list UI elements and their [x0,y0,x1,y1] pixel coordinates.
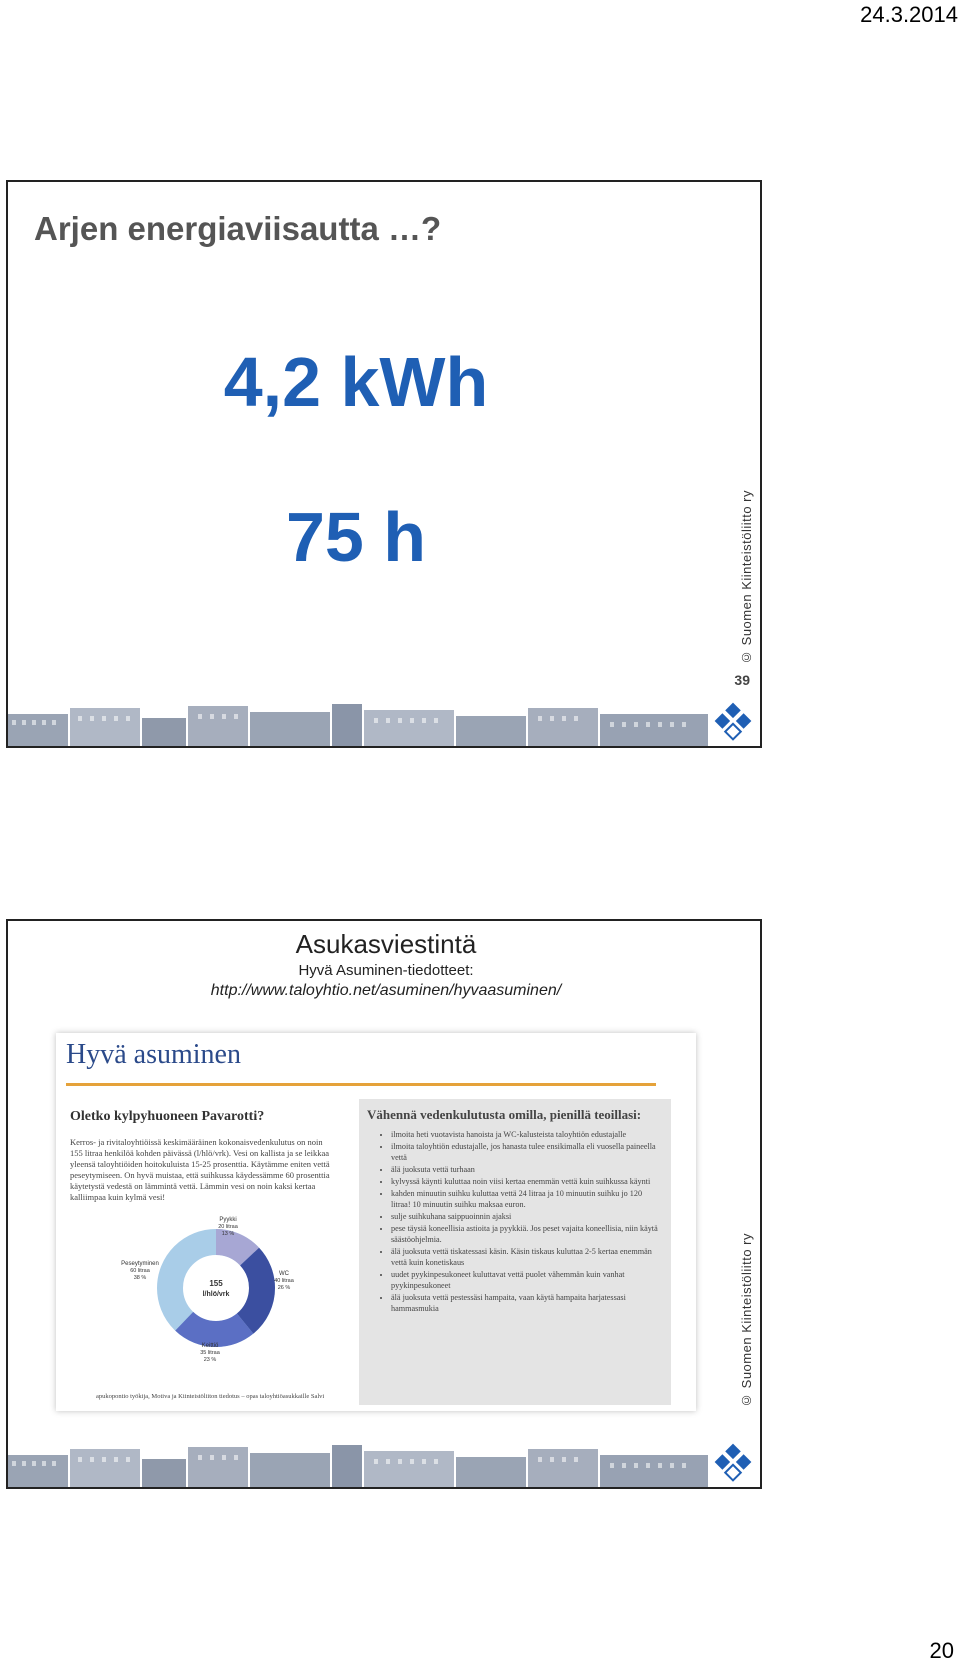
list-item: • ilmoita heti vuotavista hanoista ja WC-kalusteista taloyhtiön edustajalle [391,1129,661,1140]
hours-value: 75 h [285,498,427,576]
tips-title: Vähennä vedenkulutusta omilla, pienillä teoillasi: [367,1107,642,1122]
kiinteistoliitto-logo [712,1441,754,1483]
label-keittio: Keittiö [201,1343,219,1349]
tips-list [359,1129,661,1315]
bulletin-screenshot [56,1033,696,1411]
heading-rule [66,1083,656,1086]
list-item: • älä juoksuta vettä turhaan [391,1164,661,1175]
list-item: • uudet pyykinpesukoneet kuluttavat vettä puolet vähemmän kuin vanhat pyykinpesukoneet [391,1269,661,1291]
energy-value: 4,2 kWh [223,343,489,421]
bulletin-left-text: Kerros- ja rivitaloyhtiöissä keskimääräinen kokonaisvedenkulutus on noin 155 litraa henkilöä kohden päivässä (l/hlö/vrk). Vesi on kallista ja se leikkaa yleensä taloyhtiöiden hoitokuluista 15-25 prosenttia. Käytämme eniten vettä peseytymiseen. On hyvä muistaa, että suihkussa käydessämme 60 prosenttia käytetystä vedestä on lämmintä vettä. Lämmin vesi on noin kaksi kertaa kalliimpaa kuin kylmä vesi! [70,1137,330,1202]
label-keittio-pct: 23 % [203,1357,217,1363]
slide-subtitle: Hyvä Asuminen-tiedotteet: [298,962,474,979]
kiinteistoliitto-logo [712,700,754,742]
list-item: • älä juoksuta vettä pestessäsi hampaita, vaan käytä hampaita harjatessasi hammasmukia [391,1292,661,1314]
label-wc-value: 40 litraa [274,1278,294,1284]
list-item: • kylvyssä käynti kuluttaa noin viisi kertaa enemmän vettä kuin suihkussa käynti [391,1176,661,1187]
label-pyykki-value: 20 litraa [218,1224,238,1230]
bulletin-left-title: Oletko kylpyhuoneen Pavarotti? [70,1109,265,1124]
slide-39 [6,180,762,748]
label-keittio-value: 35 litraa [200,1350,220,1356]
bulletin-heading: Hyvä asuminen [66,1039,241,1070]
list-item: • sulje suihkuhana saippuoinnin ajaksi [391,1211,661,1222]
city-skyline-graphic [8,1441,708,1487]
list-item: • ilmoita taloyhtiön edustajalle, jos hanasta tulee ensikimalla eli vuosella paineella vettä [391,1141,661,1163]
label-pyykki: Pyykki [219,1217,237,1223]
slide-asukasviestinta [6,919,762,1489]
copyright-text: © Suomen Kiinteistöliitto ry [739,490,754,665]
label-wc-pct: 26 % [277,1285,291,1291]
document-date: 24.3.2014 [860,2,958,27]
label-peseytyminen-value: 60 litraa [130,1268,150,1274]
label-wc: WC [279,1271,289,1277]
city-skyline-graphic [8,700,708,746]
water-usage-donut [116,1213,316,1363]
slide-title: Arjen energiaviisautta …? [34,210,442,247]
copyright-text: © Suomen Kiinteistöliitto ry [739,1233,754,1408]
list-item: • pese täysiä koneellisia astioita ja pyykkiä. Jos peset vajaita koneellisia, niin käytä säästöohjelmia. [391,1223,661,1245]
slide-title-block [8,929,762,1000]
list-item: • kahden minuutin suihku kuluttaa vettä 24 litraa ja 10 minuutin suihku jo 120 litraa! 10 minuutin suihku maksaa euron. [391,1188,661,1210]
list-item: • älä juoksuta vettä tiskatessasi käsin. Käsin tiskaus kuluttaa 2-5 kertaa enemmän vettä kuin konetiskaus [391,1246,661,1268]
donut-center-unit: l/hlö/vrk [202,1291,230,1298]
slide-title: Asukasviestintä [295,929,477,959]
slide-number: 39 [734,672,750,688]
label-peseytyminen: Peseytyminen [121,1261,159,1267]
page-number: 20 [929,1638,954,1663]
bulletin-footnote: apukopontio työkija, Motiva ja Kiinteistöliiton tiedotus – opas taloyhtiöasukkaille Salvi [96,1393,325,1400]
tips-panel [359,1099,671,1405]
slide-url[interactable]: http://www.taloyhtio.net/asuminen/hyvaasuminen/ [210,982,562,999]
label-peseytyminen-pct: 38 % [133,1275,147,1281]
donut-center-value: 155 [209,1279,223,1288]
label-pyykki-pct: 13 % [221,1231,235,1237]
